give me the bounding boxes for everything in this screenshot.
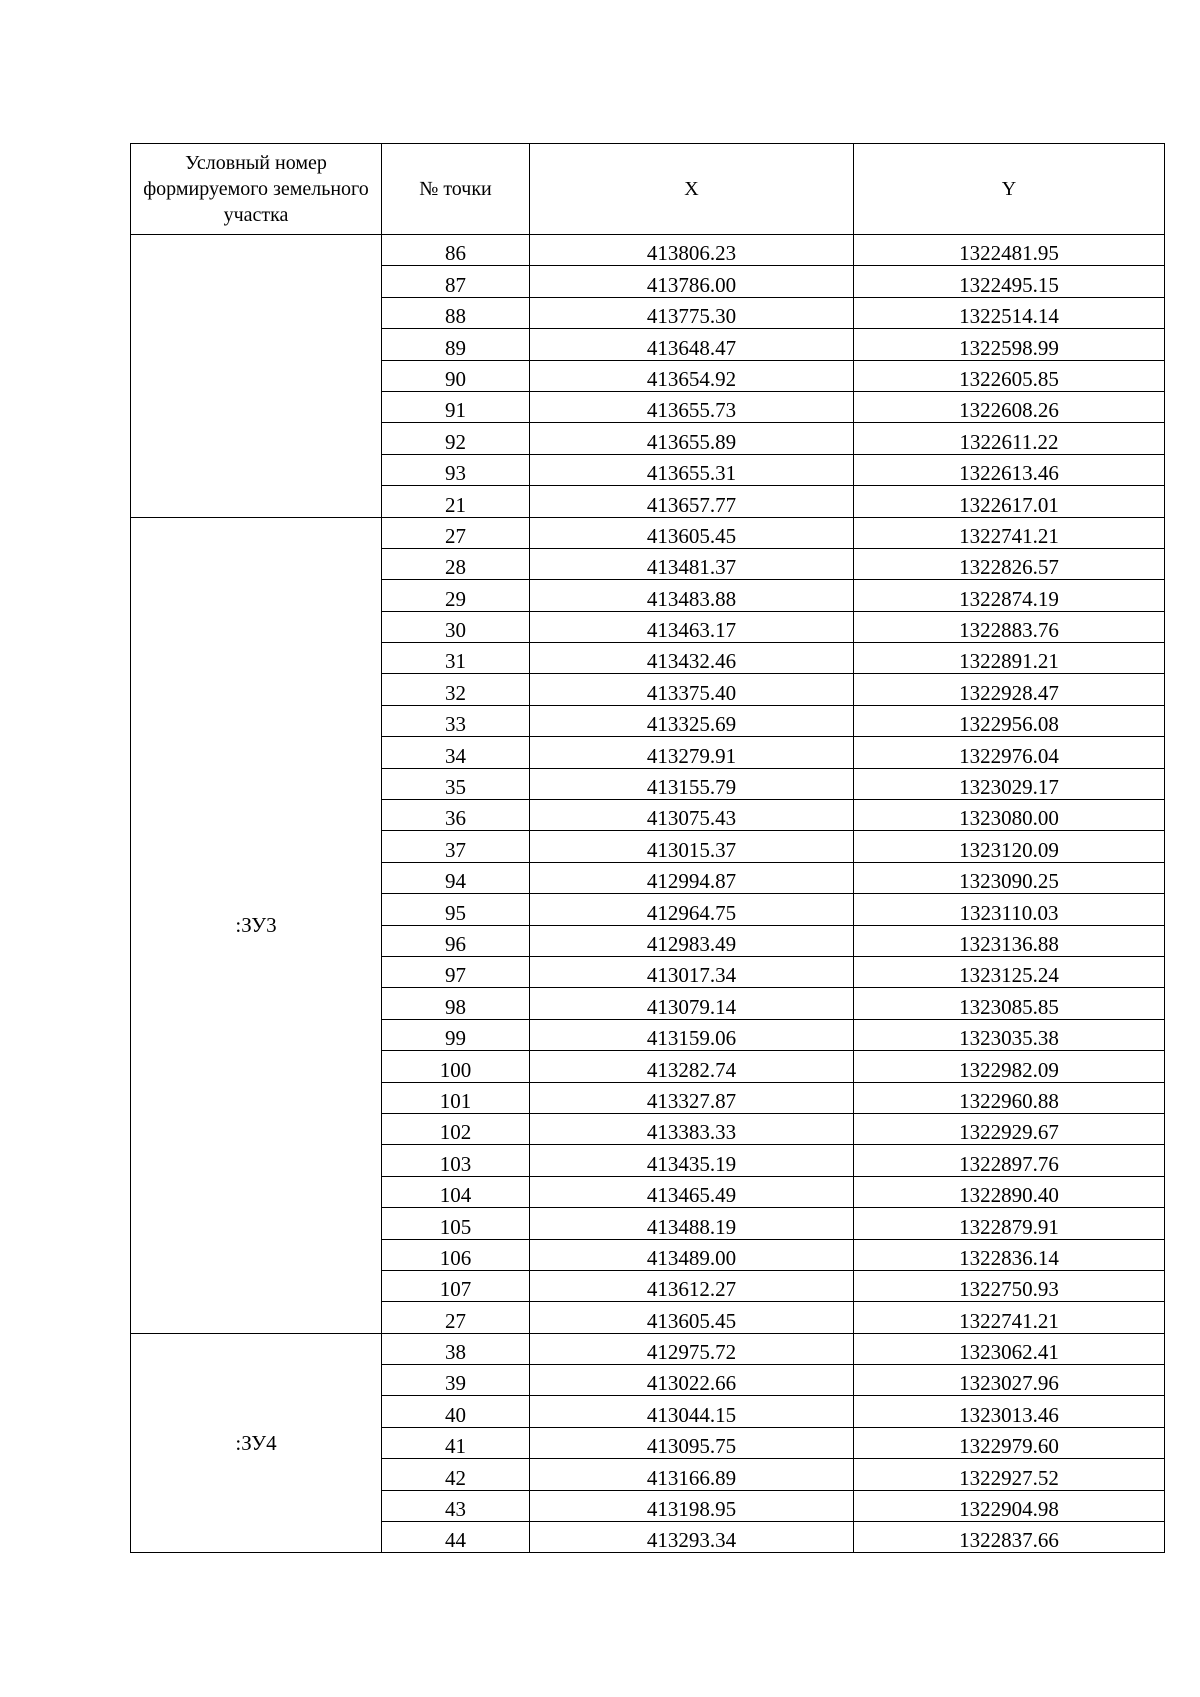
point-number-cell: 107 [382, 1270, 530, 1301]
point-number-cell: 86 [382, 235, 530, 266]
table-body [131, 235, 1165, 1553]
x-coordinate-cell: 413383.33 [530, 1113, 854, 1144]
x-coordinate-cell: 413605.45 [530, 517, 854, 548]
header-x: X [530, 144, 854, 235]
x-coordinate-cell: 413044.15 [530, 1396, 854, 1427]
point-number-cell: 41 [382, 1427, 530, 1458]
point-number-cell: 39 [382, 1365, 530, 1396]
x-coordinate-cell: 413327.87 [530, 1082, 854, 1113]
x-coordinate-cell: 412983.49 [530, 925, 854, 956]
x-coordinate-cell: 413198.95 [530, 1490, 854, 1521]
x-coordinate-cell: 413483.88 [530, 580, 854, 611]
x-coordinate-cell: 413465.49 [530, 1176, 854, 1207]
y-coordinate-cell: 1322982.09 [854, 1051, 1165, 1082]
y-coordinate-cell: 1322750.93 [854, 1270, 1165, 1301]
coordinates-table [130, 143, 1165, 1553]
point-number-cell: 37 [382, 831, 530, 862]
table-row [131, 517, 1165, 548]
point-number-cell: 106 [382, 1239, 530, 1270]
point-number-cell: 38 [382, 1333, 530, 1364]
x-coordinate-cell: 413015.37 [530, 831, 854, 862]
point-number-cell: 94 [382, 862, 530, 893]
y-coordinate-cell: 1323062.41 [854, 1333, 1165, 1364]
x-coordinate-cell: 413435.19 [530, 1145, 854, 1176]
x-coordinate-cell: 413095.75 [530, 1427, 854, 1458]
x-coordinate-cell: 413155.79 [530, 768, 854, 799]
y-coordinate-cell: 1322598.99 [854, 329, 1165, 360]
point-number-cell: 27 [382, 1302, 530, 1333]
y-coordinate-cell: 1322956.08 [854, 705, 1165, 736]
point-number-cell: 92 [382, 423, 530, 454]
header-plot-number: Условный номер формируемого земельного участка [131, 144, 382, 235]
point-number-cell: 89 [382, 329, 530, 360]
plot-number-cell: :ЗУ3 [131, 517, 382, 1333]
x-coordinate-cell: 413655.73 [530, 391, 854, 422]
x-coordinate-cell: 413655.31 [530, 454, 854, 485]
x-coordinate-cell: 413432.46 [530, 643, 854, 674]
x-coordinate-cell: 413786.00 [530, 266, 854, 297]
y-coordinate-cell: 1322514.14 [854, 297, 1165, 328]
y-coordinate-cell: 1323090.25 [854, 862, 1165, 893]
y-coordinate-cell: 1322741.21 [854, 1302, 1165, 1333]
x-coordinate-cell: 413657.77 [530, 486, 854, 517]
header-point-number: № точки [382, 144, 530, 235]
x-coordinate-cell: 413654.92 [530, 360, 854, 391]
x-coordinate-cell: 413279.91 [530, 737, 854, 768]
x-coordinate-cell: 413079.14 [530, 988, 854, 1019]
plot-number-cell [131, 235, 382, 518]
x-coordinate-cell: 412964.75 [530, 894, 854, 925]
y-coordinate-cell: 1322960.88 [854, 1082, 1165, 1113]
y-coordinate-cell: 1322611.22 [854, 423, 1165, 454]
y-coordinate-cell: 1322890.40 [854, 1176, 1165, 1207]
header-y: Y [854, 144, 1165, 235]
y-coordinate-cell: 1322836.14 [854, 1239, 1165, 1270]
point-number-cell: 28 [382, 548, 530, 579]
y-coordinate-cell: 1323110.03 [854, 894, 1165, 925]
point-number-cell: 104 [382, 1176, 530, 1207]
y-coordinate-cell: 1322976.04 [854, 737, 1165, 768]
x-coordinate-cell: 413022.66 [530, 1365, 854, 1396]
y-coordinate-cell: 1322927.52 [854, 1459, 1165, 1490]
x-coordinate-cell: 413605.45 [530, 1302, 854, 1333]
x-coordinate-cell: 413489.00 [530, 1239, 854, 1270]
x-coordinate-cell: 413293.34 [530, 1522, 854, 1553]
x-coordinate-cell: 412975.72 [530, 1333, 854, 1364]
y-coordinate-cell: 1322879.91 [854, 1208, 1165, 1239]
x-coordinate-cell: 413075.43 [530, 800, 854, 831]
point-number-cell: 102 [382, 1113, 530, 1144]
point-number-cell: 93 [382, 454, 530, 485]
y-coordinate-cell: 1322891.21 [854, 643, 1165, 674]
x-coordinate-cell: 413806.23 [530, 235, 854, 266]
point-number-cell: 33 [382, 705, 530, 736]
point-number-cell: 88 [382, 297, 530, 328]
point-number-cell: 97 [382, 956, 530, 987]
y-coordinate-cell: 1322837.66 [854, 1522, 1165, 1553]
x-coordinate-cell: 413612.27 [530, 1270, 854, 1301]
point-number-cell: 95 [382, 894, 530, 925]
y-coordinate-cell: 1323029.17 [854, 768, 1165, 799]
point-number-cell: 87 [382, 266, 530, 297]
point-number-cell: 27 [382, 517, 530, 548]
point-number-cell: 101 [382, 1082, 530, 1113]
y-coordinate-cell: 1322617.01 [854, 486, 1165, 517]
point-number-cell: 44 [382, 1522, 530, 1553]
y-coordinate-cell: 1322613.46 [854, 454, 1165, 485]
y-coordinate-cell: 1322826.57 [854, 548, 1165, 579]
y-coordinate-cell: 1323035.38 [854, 1019, 1165, 1050]
y-coordinate-cell: 1322883.76 [854, 611, 1165, 642]
table-row [131, 235, 1165, 266]
y-coordinate-cell: 1323027.96 [854, 1365, 1165, 1396]
y-coordinate-cell: 1323136.88 [854, 925, 1165, 956]
point-number-cell: 91 [382, 391, 530, 422]
x-coordinate-cell: 413375.40 [530, 674, 854, 705]
x-coordinate-cell: 413648.47 [530, 329, 854, 360]
x-coordinate-cell: 413463.17 [530, 611, 854, 642]
x-coordinate-cell: 413017.34 [530, 956, 854, 987]
table-row [131, 1333, 1165, 1364]
point-number-cell: 40 [382, 1396, 530, 1427]
point-number-cell: 32 [382, 674, 530, 705]
y-coordinate-cell: 1322605.85 [854, 360, 1165, 391]
x-coordinate-cell: 413282.74 [530, 1051, 854, 1082]
x-coordinate-cell: 412994.87 [530, 862, 854, 893]
point-number-cell: 35 [382, 768, 530, 799]
y-coordinate-cell: 1323125.24 [854, 956, 1165, 987]
point-number-cell: 105 [382, 1208, 530, 1239]
y-coordinate-cell: 1322929.67 [854, 1113, 1165, 1144]
y-coordinate-cell: 1322481.95 [854, 235, 1165, 266]
point-number-cell: 36 [382, 800, 530, 831]
y-coordinate-cell: 1323085.85 [854, 988, 1165, 1019]
point-number-cell: 103 [382, 1145, 530, 1176]
y-coordinate-cell: 1322608.26 [854, 391, 1165, 422]
point-number-cell: 98 [382, 988, 530, 1019]
point-number-cell: 34 [382, 737, 530, 768]
point-number-cell: 21 [382, 486, 530, 517]
point-number-cell: 96 [382, 925, 530, 956]
point-number-cell: 42 [382, 1459, 530, 1490]
y-coordinate-cell: 1322979.60 [854, 1427, 1165, 1458]
x-coordinate-cell: 413325.69 [530, 705, 854, 736]
point-number-cell: 31 [382, 643, 530, 674]
x-coordinate-cell: 413775.30 [530, 297, 854, 328]
y-coordinate-cell: 1323120.09 [854, 831, 1165, 862]
point-number-cell: 43 [382, 1490, 530, 1521]
point-number-cell: 30 [382, 611, 530, 642]
x-coordinate-cell: 413481.37 [530, 548, 854, 579]
point-number-cell: 99 [382, 1019, 530, 1050]
y-coordinate-cell: 1322897.76 [854, 1145, 1165, 1176]
point-number-cell: 100 [382, 1051, 530, 1082]
y-coordinate-cell: 1323013.46 [854, 1396, 1165, 1427]
x-coordinate-cell: 413166.89 [530, 1459, 854, 1490]
point-number-cell: 90 [382, 360, 530, 391]
x-coordinate-cell: 413655.89 [530, 423, 854, 454]
y-coordinate-cell: 1322928.47 [854, 674, 1165, 705]
table-header [131, 144, 1165, 235]
y-coordinate-cell: 1322904.98 [854, 1490, 1165, 1521]
header-row [131, 144, 1165, 235]
x-coordinate-cell: 413159.06 [530, 1019, 854, 1050]
x-coordinate-cell: 413488.19 [530, 1208, 854, 1239]
y-coordinate-cell: 1322741.21 [854, 517, 1165, 548]
y-coordinate-cell: 1322874.19 [854, 580, 1165, 611]
y-coordinate-cell: 1323080.00 [854, 800, 1165, 831]
plot-number-cell: :ЗУ4 [131, 1333, 382, 1553]
point-number-cell: 29 [382, 580, 530, 611]
y-coordinate-cell: 1322495.15 [854, 266, 1165, 297]
